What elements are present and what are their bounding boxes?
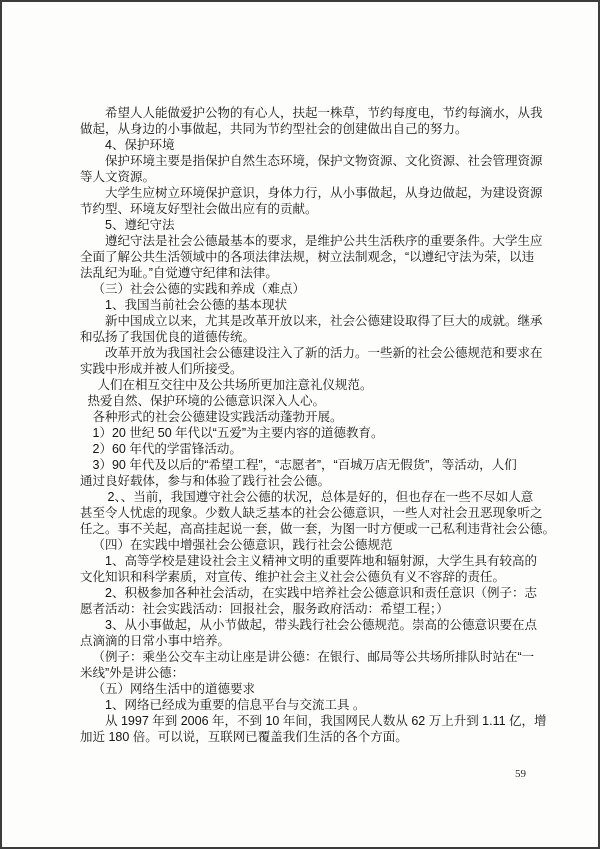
- text-line: 通过良好载体，参与和体验了践行社会公德。: [80, 474, 331, 488]
- text-line: 节约型、环境友好型社会做出应有的贡献。: [80, 202, 318, 216]
- text-line: 2）60 年代的学雷锋活动。: [92, 442, 242, 456]
- text-line: 法乱纪为耻。”自觉遵守纪律和法律。: [80, 266, 278, 280]
- text-line: 米线”外是讲公德：: [80, 666, 185, 680]
- text-line: 人们在相互交往中及公共场所更加注意礼仪规范。: [97, 378, 373, 392]
- text-line: 保护环境主要是指保护自然生态环境，保护文物资源、文化资源、社会管理资源: [105, 154, 543, 168]
- text-line: 加近 180 倍。可以说，互联网已覆盖我们生活的各个方面。: [80, 730, 408, 744]
- text-line: 大学生应树立环境保护意识，身体力行，从小事做起，从身边做起，为建设资源: [105, 186, 543, 200]
- text-line: 1、我国当前社会公德的基本现状: [105, 298, 287, 312]
- text-line: 文化知识和科学素质，对宣传、维护社会主义社会公德负有义不容辞的责任。: [80, 570, 506, 584]
- text-line: 1、网络已经成为重要的信息平台与交流工具 。: [105, 698, 366, 712]
- text-line: 点滴滴的日常小事中培养。: [80, 634, 231, 648]
- text-line: 愿者活动：社会实践活动：回报社会，服务政府活动：希望工程；）: [80, 602, 449, 616]
- text-line: 等人文资源。: [80, 170, 156, 184]
- text-line: 4、保护环境: [105, 138, 175, 152]
- text-line: 3、从小事做起，从小节做起，带头践行社会公德规范。崇高的公德意识要在点: [105, 618, 537, 632]
- text-line: 全面了解公共生活领域中的各项法律法规，树立法制观念，“以遵纪守法为荣，以违: [80, 250, 535, 264]
- page-number: 59: [515, 768, 526, 780]
- text-line: 热爱自然、保护环境的公德意识深入人心。: [87, 394, 326, 408]
- text-line: 各种形式的社会公德建设实践活动蓬勃开展。: [92, 410, 343, 424]
- text-line: 从 1997 年到 2006 年，不到 10 年间，我国网民人数从 62 万上升到 1.11 亿，增: [105, 714, 547, 728]
- text-line: 任之。事不关起，高高挂起说一套，做一套，为图一时方便或一己私利违背社会公德。: [80, 522, 556, 536]
- text-line: 希望人人能做爱护公物的有心人，扶起一株草，节约每度电，节约每滴水，从我: [105, 106, 543, 120]
- text-line: 实践中形成并被人们所接受。: [80, 362, 243, 376]
- text-line: 3）90 年代及以后的“希望工程”，“志愿者”，“百城万店无假货”，等活动，人们: [92, 458, 517, 472]
- page-body-text: [80, 105, 556, 745]
- text-line: 和弘扬了我国优良的道德传统。: [80, 330, 256, 344]
- text-line: （三）社会公德的实践和养成（难点）: [92, 282, 306, 296]
- text-line: 1、高等学校是建设社会主义精神文明的重要阵地和辐射源，大学生具有较高的: [105, 554, 537, 568]
- text-line: 5、遵纪守法: [105, 218, 175, 232]
- text-line: 做起，从身边的小事做起，共同为节约型社会的创建做出自己的努力。: [80, 122, 468, 136]
- text-line: 1）20 世纪 50 年代以“五爱”为主要内容的道德教育。: [92, 426, 384, 440]
- text-line: 甚至令人忧虑的现象。少数人缺乏基本的社会公德意识，一些人对社会丑恶现象听之: [80, 506, 543, 520]
- text-line: 新中国成立以来，尤其是改革开放以来，社会公德建设取得了巨大的成就。继承: [105, 314, 543, 328]
- text-line: 遵纪守法是社会公德最基本的要求，是维护公共生活秩序的重要条件。大学生应: [105, 234, 543, 248]
- text-line: （四）在实践中增强社会公德意识，践行社会公德规范: [92, 538, 393, 552]
- text-line: 2、积极参加各种社会活动，在实践中培养社会公德意识和责任意识（例子：志: [105, 586, 537, 600]
- text-line: 2、、当前，我国遵守社会公德的状况，总体是好的，但也存在一些不尽如人意: [107, 490, 534, 504]
- text-line: （例子：乘坐公交车主动让座是讲公德：在银行、邮局等公共场所排队时站在“一: [92, 650, 535, 664]
- text-line: （五）网络生活中的道德要求: [92, 682, 256, 696]
- text-line: 改革开放为我国社会公德建设注入了新的活力。一些新的社会公德规范和要求在: [105, 346, 543, 360]
